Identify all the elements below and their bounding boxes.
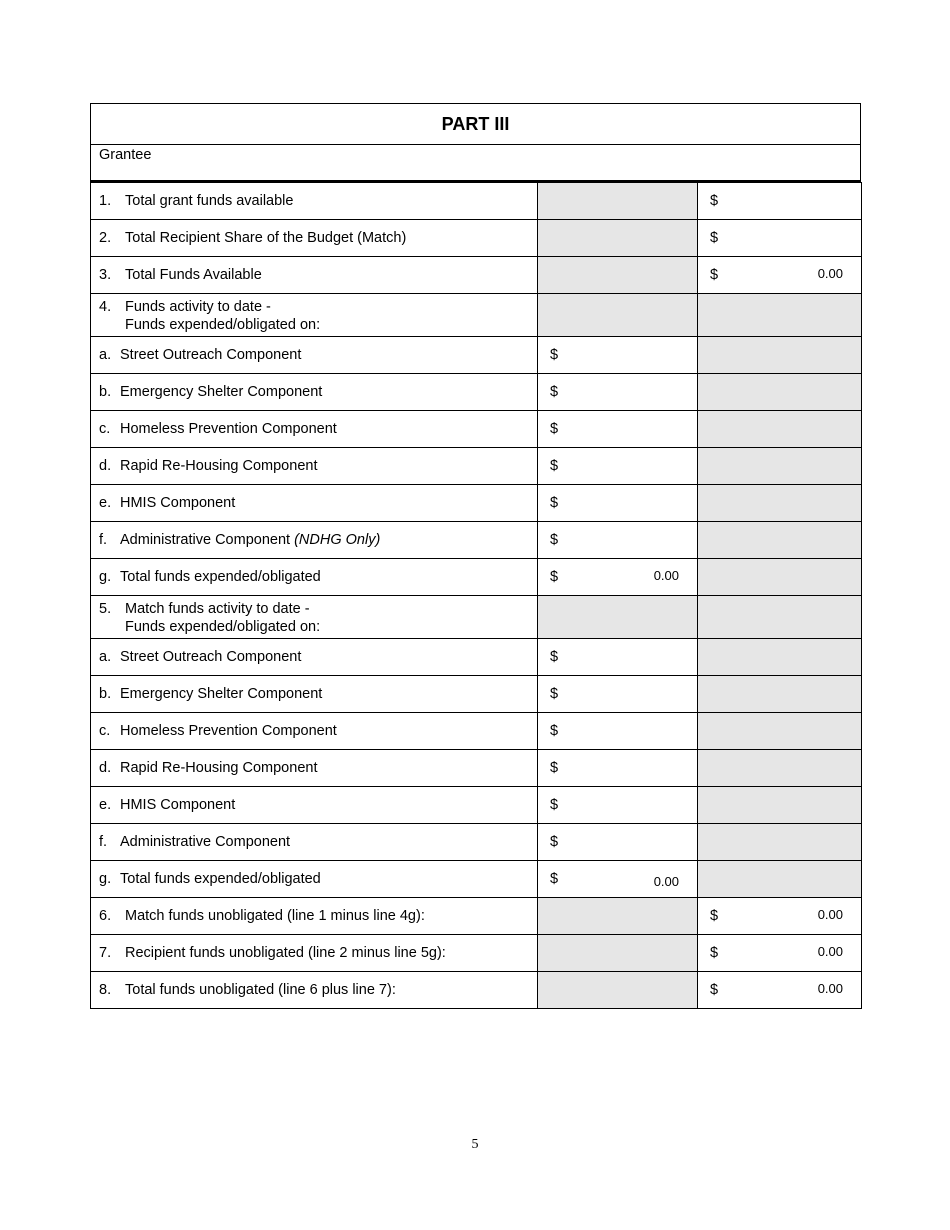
item-label: HMIS Component <box>120 797 236 813</box>
section-title: Match funds activity to date - <box>125 601 310 617</box>
amount-value: 0.00 <box>817 266 843 281</box>
row-label <box>91 522 538 559</box>
line-label: Total grant funds available <box>125 193 294 209</box>
item-label: HMIS Component <box>120 495 236 511</box>
row-label <box>91 787 538 824</box>
item-letter: a. <box>99 649 112 665</box>
amount-wrapper <box>538 861 697 897</box>
item-letter: c. <box>99 723 111 739</box>
item-label: Homeless Prevention Component <box>120 723 337 739</box>
row-label <box>91 750 538 787</box>
amount-value: 0.00 <box>817 907 843 922</box>
dollar-sign: $ <box>550 760 559 776</box>
item-label: Homeless Prevention Component <box>120 421 337 437</box>
item-note: (NDHG Only) <box>294 532 381 548</box>
row-label <box>91 972 538 1009</box>
line-number: 6. <box>99 908 112 924</box>
table-row <box>91 898 862 935</box>
item-letter: b. <box>99 686 112 702</box>
amount-field[interactable] <box>698 183 862 220</box>
amount-wrapper <box>698 220 861 256</box>
item-letter: g. <box>99 871 112 887</box>
grantee-label: Grantee <box>99 147 152 163</box>
item-label: Emergency Shelter Component <box>120 384 323 400</box>
item-label: Total funds expended/obligated <box>120 871 321 887</box>
line-label: Total Funds Available <box>125 267 262 283</box>
row-label <box>91 485 538 522</box>
shaded-cell <box>698 750 862 787</box>
row-label <box>91 337 538 374</box>
item-label: Total funds expended/obligated <box>120 569 321 585</box>
dollar-sign: $ <box>550 458 559 474</box>
shaded-cell <box>698 448 862 485</box>
table-row <box>91 824 862 861</box>
line-number: 1. <box>99 193 112 209</box>
amount-value: 0.00 <box>653 873 679 889</box>
dollar-sign: $ <box>710 908 719 924</box>
row-label <box>91 220 538 257</box>
item-label: Administrative Component <box>120 834 291 850</box>
row-label <box>91 639 538 676</box>
shaded-cell <box>698 337 862 374</box>
item-label: Rapid Re-Housing Component <box>120 458 318 474</box>
table-row <box>91 972 862 1009</box>
amount-field[interactable] <box>538 861 698 898</box>
shaded-cell <box>538 596 698 639</box>
amount-wrapper <box>538 787 697 823</box>
part-iii-form <box>90 103 861 1009</box>
item-label: Rapid Re-Housing Component <box>120 760 318 776</box>
dollar-sign: $ <box>550 834 559 850</box>
amount-field[interactable] <box>698 972 862 1009</box>
shaded-cell <box>698 713 862 750</box>
shaded-cell <box>698 787 862 824</box>
line-number: 3. <box>99 267 112 283</box>
table-row <box>91 183 862 220</box>
amount-wrapper <box>698 898 861 934</box>
dollar-sign: $ <box>550 532 559 548</box>
table-row <box>91 750 862 787</box>
amount-wrapper <box>538 448 697 484</box>
item-letter: a. <box>99 347 112 363</box>
amount-wrapper <box>538 639 697 675</box>
row-label <box>91 257 538 294</box>
amount-field[interactable] <box>698 220 862 257</box>
row-label <box>91 676 538 713</box>
row-label <box>91 374 538 411</box>
amount-wrapper <box>538 337 697 373</box>
amount-field[interactable] <box>538 750 698 787</box>
amount-field[interactable] <box>698 257 862 294</box>
section-line-2 <box>99 316 537 334</box>
amount-field[interactable] <box>538 448 698 485</box>
section-header-row <box>91 596 862 639</box>
row-label <box>91 559 538 596</box>
table-row <box>91 935 862 972</box>
section-subtitle: Funds expended/obligated on: <box>125 317 321 333</box>
amount-wrapper <box>538 411 697 447</box>
amount-field[interactable] <box>538 559 698 596</box>
shaded-cell <box>538 294 698 337</box>
amount-wrapper <box>538 713 697 749</box>
shaded-cell <box>698 861 862 898</box>
section-line-2 <box>99 618 537 636</box>
amount-field[interactable] <box>538 824 698 861</box>
table-row <box>91 639 862 676</box>
table-row <box>91 257 862 294</box>
amount-wrapper <box>538 559 697 595</box>
shaded-cell <box>698 596 862 639</box>
table-row <box>91 485 862 522</box>
table-row <box>91 522 862 559</box>
line-number: 7. <box>99 945 112 961</box>
shaded-cell <box>538 220 698 257</box>
row-label <box>91 824 538 861</box>
line-label: Recipient funds unobligated (line 2 minus line 5g): <box>125 945 446 961</box>
section-label <box>91 596 538 639</box>
row-label <box>91 898 538 935</box>
line-number: 2. <box>99 230 112 246</box>
item-letter: d. <box>99 760 112 776</box>
section-label <box>91 294 538 337</box>
row-label <box>91 411 538 448</box>
row-label <box>91 183 538 220</box>
item-letter: e. <box>99 495 112 511</box>
page-number: 5 <box>471 1137 479 1152</box>
form-title: PART III <box>90 103 861 144</box>
shaded-cell <box>698 411 862 448</box>
amount-wrapper <box>538 824 697 860</box>
amount-value: 0.00 <box>653 568 679 583</box>
amount-field[interactable] <box>698 935 862 972</box>
line-label: Total funds unobligated (line 6 plus line 7): <box>125 982 396 998</box>
shaded-cell <box>698 485 862 522</box>
amount-wrapper <box>698 972 861 1008</box>
amount-field[interactable] <box>538 676 698 713</box>
grantee-field[interactable] <box>90 144 861 182</box>
amount-value: 0.00 <box>817 944 843 959</box>
table-row <box>91 676 862 713</box>
shaded-cell <box>698 559 862 596</box>
dollar-sign: $ <box>710 982 719 998</box>
dollar-sign: $ <box>550 649 559 665</box>
dollar-sign: $ <box>550 347 559 363</box>
amount-wrapper <box>538 374 697 410</box>
amount-field[interactable] <box>538 713 698 750</box>
item-label: Administrative Component <box>120 532 291 548</box>
amount-field[interactable] <box>538 787 698 824</box>
item-letter: e. <box>99 797 112 813</box>
shaded-cell <box>538 972 698 1009</box>
amount-wrapper <box>538 522 697 558</box>
amount-wrapper <box>538 485 697 521</box>
section-header-row <box>91 294 862 337</box>
shaded-cell <box>698 676 862 713</box>
shaded-cell <box>698 522 862 559</box>
row-label <box>91 713 538 750</box>
shaded-cell <box>698 824 862 861</box>
table-row <box>91 337 862 374</box>
shaded-cell <box>538 935 698 972</box>
funds-table <box>90 182 862 1009</box>
dollar-sign: $ <box>550 421 559 437</box>
item-label: Street Outreach Component <box>120 649 302 665</box>
shaded-cell <box>538 898 698 935</box>
item-letter: f. <box>99 532 108 548</box>
dollar-sign: $ <box>550 569 559 585</box>
item-letter: b. <box>99 384 112 400</box>
shaded-cell <box>698 374 862 411</box>
dollar-sign: $ <box>710 193 719 209</box>
dollar-sign: $ <box>710 230 719 246</box>
section-line-1 <box>99 298 537 316</box>
section-line-1 <box>99 600 537 618</box>
line-number: 4. <box>99 299 112 315</box>
table-row <box>91 861 862 898</box>
amount-value: 0.00 <box>817 981 843 996</box>
line-number: 8. <box>99 982 112 998</box>
table-row <box>91 559 862 596</box>
shaded-cell <box>698 294 862 337</box>
dollar-sign: $ <box>550 686 559 702</box>
amount-wrapper <box>698 257 861 293</box>
amount-wrapper <box>538 676 697 712</box>
item-letter: g. <box>99 569 112 585</box>
table-row <box>91 220 862 257</box>
amount-wrapper <box>538 750 697 786</box>
shaded-cell <box>698 639 862 676</box>
line-label: Match funds unobligated (line 1 minus line 4g): <box>125 908 425 924</box>
table-row <box>91 713 862 750</box>
dollar-sign: $ <box>710 267 719 283</box>
amount-field[interactable] <box>538 522 698 559</box>
amount-wrapper <box>698 183 861 219</box>
amount-wrapper <box>698 935 861 971</box>
dollar-sign: $ <box>550 384 559 400</box>
line-label: Total Recipient Share of the Budget (Match) <box>125 230 407 246</box>
amount-field[interactable] <box>538 411 698 448</box>
dollar-sign: $ <box>550 723 559 739</box>
item-letter: f. <box>99 834 108 850</box>
dollar-sign: $ <box>710 945 719 961</box>
dollar-sign: $ <box>550 871 559 887</box>
item-letter: d. <box>99 458 112 474</box>
amount-field[interactable] <box>538 374 698 411</box>
row-label <box>91 448 538 485</box>
item-label: Street Outreach Component <box>120 347 302 363</box>
table-row <box>91 448 862 485</box>
row-label <box>91 861 538 898</box>
amount-field[interactable] <box>538 639 698 676</box>
amount-field[interactable] <box>698 898 862 935</box>
shaded-cell <box>538 257 698 294</box>
item-label: Emergency Shelter Component <box>120 686 323 702</box>
amount-field[interactable] <box>538 337 698 374</box>
shaded-cell <box>538 183 698 220</box>
section-title: Funds activity to date - <box>125 299 271 315</box>
section-subtitle: Funds expended/obligated on: <box>125 619 321 635</box>
table-row <box>91 374 862 411</box>
line-number: 5. <box>99 601 112 617</box>
item-letter: c. <box>99 421 111 437</box>
table-row <box>91 787 862 824</box>
dollar-sign: $ <box>550 797 559 813</box>
amount-field[interactable] <box>538 485 698 522</box>
table-row <box>91 411 862 448</box>
row-label <box>91 935 538 972</box>
dollar-sign: $ <box>550 495 559 511</box>
